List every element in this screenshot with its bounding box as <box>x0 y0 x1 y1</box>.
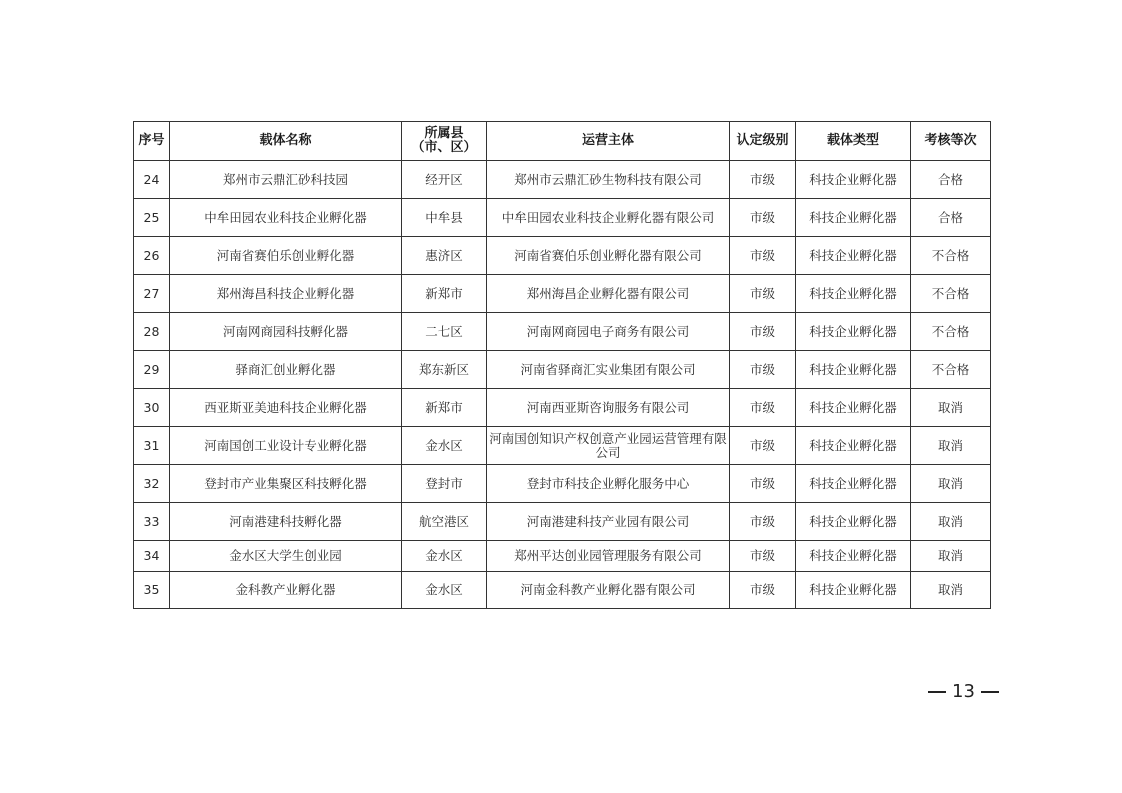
cell-carrier-name: 河南国创工业设计专业孵化器 <box>170 427 402 465</box>
table-row <box>134 199 991 237</box>
header-operator: 运营主体 <box>487 122 730 161</box>
table-row <box>134 427 991 465</box>
page-number-dash-left <box>928 691 946 693</box>
table-row <box>134 275 991 313</box>
cell-county: 登封市 <box>402 465 487 503</box>
cell-level: 市级 <box>730 541 796 572</box>
cell-index: 27 <box>134 275 170 313</box>
table-row <box>134 503 991 541</box>
incubator-assessment-table <box>133 121 991 609</box>
cell-county: 金水区 <box>402 541 487 572</box>
cell-index: 31 <box>134 427 170 465</box>
cell-county: 二七区 <box>402 313 487 351</box>
cell-county: 惠济区 <box>402 237 487 275</box>
cell-operator: 郑州海昌企业孵化器有限公司 <box>487 275 730 313</box>
cell-assessment-grade: 不合格 <box>911 275 991 313</box>
cell-assessment-grade: 合格 <box>911 199 991 237</box>
cell-level: 市级 <box>730 389 796 427</box>
table-header-row <box>134 122 991 161</box>
cell-county: 新郑市 <box>402 275 487 313</box>
cell-operator: 河南网商园电子商务有限公司 <box>487 313 730 351</box>
cell-assessment-grade: 取消 <box>911 389 991 427</box>
cell-operator: 河南金科教产业孵化器有限公司 <box>487 572 730 609</box>
cell-county: 金水区 <box>402 572 487 609</box>
cell-index: 35 <box>134 572 170 609</box>
table-row <box>134 351 991 389</box>
cell-carrier-name: 郑州市云鼎汇砂科技园 <box>170 161 402 199</box>
cell-carrier-type: 科技企业孵化器 <box>796 351 911 389</box>
cell-carrier-type: 科技企业孵化器 <box>796 389 911 427</box>
cell-operator: 河南省赛伯乐创业孵化器有限公司 <box>487 237 730 275</box>
cell-county: 新郑市 <box>402 389 487 427</box>
cell-index: 33 <box>134 503 170 541</box>
header-county: 所属县 （市、区） <box>402 122 487 161</box>
cell-assessment-grade: 取消 <box>911 572 991 609</box>
cell-carrier-type: 科技企业孵化器 <box>796 313 911 351</box>
cell-assessment-grade: 不合格 <box>911 351 991 389</box>
table-row <box>134 389 991 427</box>
cell-operator: 登封市科技企业孵化服务中心 <box>487 465 730 503</box>
header-index: 序号 <box>134 122 170 161</box>
cell-county: 经开区 <box>402 161 487 199</box>
cell-assessment-grade: 取消 <box>911 427 991 465</box>
cell-index: 25 <box>134 199 170 237</box>
cell-level: 市级 <box>730 465 796 503</box>
cell-carrier-name: 登封市产业集聚区科技孵化器 <box>170 465 402 503</box>
page-number-value: 13 <box>952 681 975 702</box>
cell-index: 34 <box>134 541 170 572</box>
cell-county: 中牟县 <box>402 199 487 237</box>
cell-level: 市级 <box>730 503 796 541</box>
cell-county: 金水区 <box>402 427 487 465</box>
cell-carrier-type: 科技企业孵化器 <box>796 503 911 541</box>
page-number-dash-right <box>981 691 999 693</box>
cell-carrier-name: 河南省赛伯乐创业孵化器 <box>170 237 402 275</box>
cell-level: 市级 <box>730 572 796 609</box>
cell-carrier-type: 科技企业孵化器 <box>796 199 911 237</box>
table-row <box>134 572 991 609</box>
cell-carrier-type: 科技企业孵化器 <box>796 465 911 503</box>
cell-level: 市级 <box>730 237 796 275</box>
cell-assessment-grade: 取消 <box>911 541 991 572</box>
cell-index: 28 <box>134 313 170 351</box>
page-number <box>922 681 1005 702</box>
cell-index: 32 <box>134 465 170 503</box>
cell-county: 航空港区 <box>402 503 487 541</box>
cell-level: 市级 <box>730 199 796 237</box>
cell-index: 24 <box>134 161 170 199</box>
cell-level: 市级 <box>730 275 796 313</box>
cell-level: 市级 <box>730 161 796 199</box>
cell-carrier-type: 科技企业孵化器 <box>796 237 911 275</box>
cell-operator: 河南港建科技产业园有限公司 <box>487 503 730 541</box>
cell-carrier-name: 河南港建科技孵化器 <box>170 503 402 541</box>
header-carrier-type: 载体类型 <box>796 122 911 161</box>
cell-level: 市级 <box>730 313 796 351</box>
header-level: 认定级别 <box>730 122 796 161</box>
cell-operator: 河南省驿商汇实业集团有限公司 <box>487 351 730 389</box>
cell-carrier-name: 驿商汇创业孵化器 <box>170 351 402 389</box>
cell-carrier-type: 科技企业孵化器 <box>796 427 911 465</box>
cell-operator: 中牟田园农业科技企业孵化器有限公司 <box>487 199 730 237</box>
cell-carrier-name: 河南网商园科技孵化器 <box>170 313 402 351</box>
cell-operator: 河南西亚斯咨询服务有限公司 <box>487 389 730 427</box>
cell-assessment-grade: 不合格 <box>911 313 991 351</box>
cell-level: 市级 <box>730 427 796 465</box>
cell-carrier-name: 西亚斯亚美迪科技企业孵化器 <box>170 389 402 427</box>
table-body <box>134 161 991 609</box>
cell-index: 29 <box>134 351 170 389</box>
cell-carrier-name: 金科教产业孵化器 <box>170 572 402 609</box>
cell-carrier-type: 科技企业孵化器 <box>796 161 911 199</box>
cell-carrier-name: 金水区大学生创业园 <box>170 541 402 572</box>
cell-operator: 河南国创知识产权创意产业园运营管理有限公司 <box>487 427 730 465</box>
table-row <box>134 237 991 275</box>
cell-operator: 郑州平达创业园管理服务有限公司 <box>487 541 730 572</box>
cell-level: 市级 <box>730 351 796 389</box>
table-row <box>134 465 991 503</box>
cell-carrier-name: 中牟田园农业科技企业孵化器 <box>170 199 402 237</box>
cell-operator: 郑州市云鼎汇砂生物科技有限公司 <box>487 161 730 199</box>
cell-county: 郑东新区 <box>402 351 487 389</box>
table-row <box>134 541 991 572</box>
cell-carrier-type: 科技企业孵化器 <box>796 572 911 609</box>
table-row <box>134 161 991 199</box>
table-row <box>134 313 991 351</box>
cell-carrier-type: 科技企业孵化器 <box>796 275 911 313</box>
cell-assessment-grade: 不合格 <box>911 237 991 275</box>
cell-index: 30 <box>134 389 170 427</box>
cell-assessment-grade: 取消 <box>911 465 991 503</box>
cell-assessment-grade: 合格 <box>911 161 991 199</box>
cell-index: 26 <box>134 237 170 275</box>
cell-carrier-type: 科技企业孵化器 <box>796 541 911 572</box>
header-assessment-grade: 考核等次 <box>911 122 991 161</box>
header-carrier-name: 载体名称 <box>170 122 402 161</box>
cell-assessment-grade: 取消 <box>911 503 991 541</box>
cell-carrier-name: 郑州海昌科技企业孵化器 <box>170 275 402 313</box>
